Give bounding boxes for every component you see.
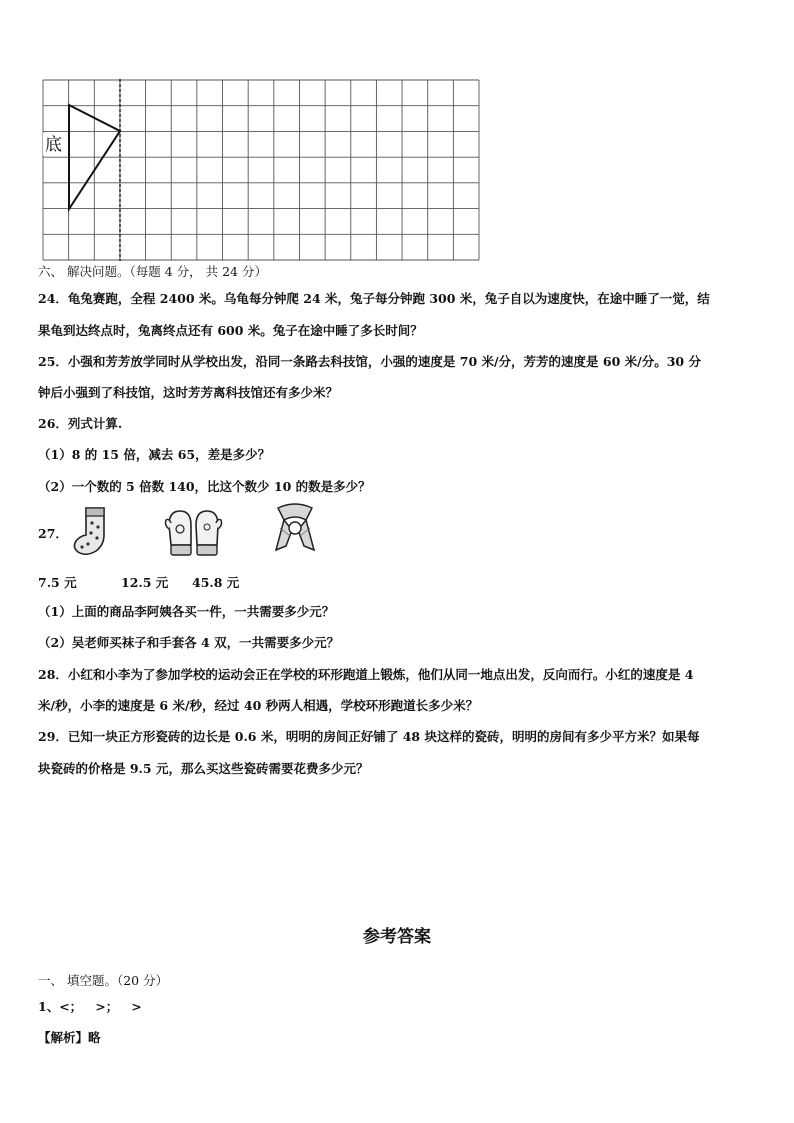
price-mittens: 12.5 元 [121,575,169,590]
question-29-line1: 29．已知一块正方形瓷砖的边长是 0.6 米，明明的房间正好铺了 48 块这样的瓷砖，明明的房间有多少平方米？如果每 [38,729,700,744]
question-25-line2: 钟后小强到了科技馆，这时芳芳离科技馆还有多少米？ [38,385,339,400]
question-24-line1: 24．龟兔赛跑，全程 2400 米。乌龟每分钟爬 24 米，兔子每分钟跑 300 米，兔子自以为速度快，在途中睡了一觉，结 [38,291,710,306]
question-25-line1: 25．小强和芳芳放学同时从学校出发，沿同一条路去科技馆，小强的速度是 70 米/分，芳芳的速度是 60 米/分。30 分 [38,354,701,369]
question-24-line2: 果龟到达终点时，兔离终点还有 600 米。兔子在途中睡了多长时间？ [38,323,423,338]
question-28-line1: 28．小红和小李为了参加学校的运动会正在学校的环形跑道上锻炼，他们从同一地点出发，反向而行。小红的速度是 4 [38,667,694,682]
question-26-sub1: （1）8 的 15 倍，减去 65，差是多少？ [38,447,271,462]
answer-analysis: 【解析】略 [38,1030,101,1045]
question-27-label: 27． [38,526,68,541]
question-27-sub1: （1）上面的商品李阿姨各买一件，一共需要多少元？ [38,604,335,619]
grid-diagram [42,79,482,261]
answers-title: 参考答案 [363,927,431,947]
answers-section-header: 一、 填空题。（20 分） [38,973,169,988]
question-26-title: 26．列式计算. [38,416,123,431]
grid-figure [42,79,482,265]
question-27-sub2: （2）吴老师买袜子和手套各 4 双，一共需要多少元？ [38,635,340,650]
sock-icon [70,505,116,561]
question-29-line2: 块瓷砖的价格是 9.5 元，那么买这些瓷砖需要花费多少元？ [38,761,369,776]
price-scarf: 45.8 元 [192,575,240,590]
answer-1: 1、<； >； > [38,999,142,1014]
question-28-line2: 米/秒，小李的速度是 6 米/秒，经过 40 秒两人相遇，学校环形跑道长多少米？ [38,698,479,713]
section-header: 六、 解决问题。（每题 4 分， 共 24 分） [38,264,267,279]
base-label: 底 [45,135,62,155]
scarf-icon [270,502,320,562]
price-sock: 7.5 元 [38,575,77,590]
question-26-sub2: （2）一个数的 5 倍数 140，比这个数少 10 的数是多少？ [38,479,371,494]
mittens-icon [163,505,225,563]
